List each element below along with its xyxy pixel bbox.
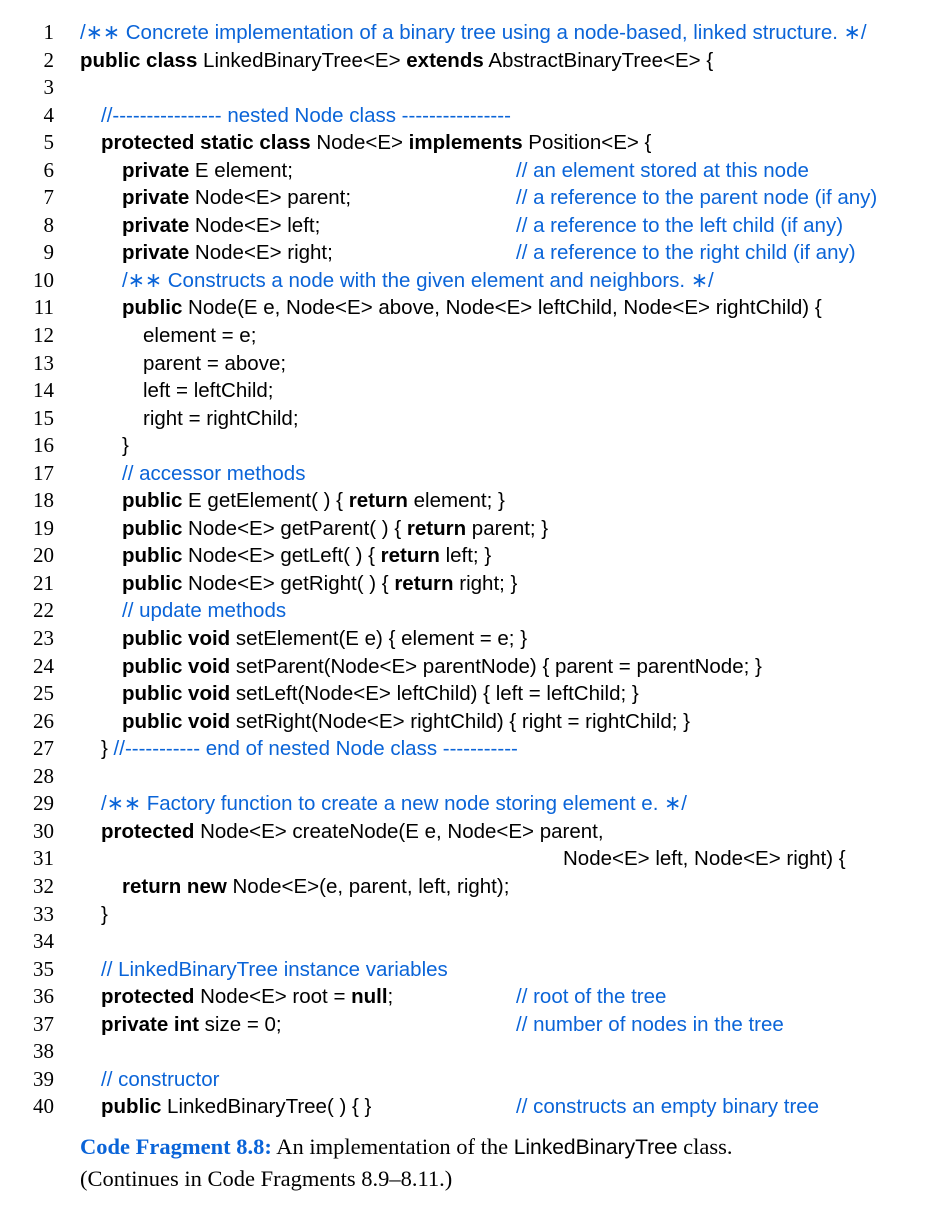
code-line: [0, 956, 937, 984]
code-line: [0, 1038, 937, 1066]
code-text: /∗∗ Constructs a node with the given element and neighbors. ∗/: [122, 268, 714, 292]
line-number: 7: [43, 185, 54, 210]
code-line: [0, 1093, 937, 1121]
code-line: [0, 432, 937, 460]
caption-text-before: An implementation of the: [276, 1134, 514, 1159]
code-text: return new Node<E>(e, parent, left, right);: [122, 874, 510, 898]
code-line: [0, 542, 937, 570]
line-number: 2: [43, 47, 54, 72]
line-number: 20: [33, 543, 54, 568]
code-line: [0, 184, 937, 212]
inline-comment: // number of nodes in the tree: [516, 1012, 784, 1036]
line-number: 32: [33, 873, 54, 898]
code-text: public class LinkedBinaryTree<E> extends AbstractBinaryTree<E> {: [80, 48, 714, 72]
line-number: 30: [33, 818, 54, 843]
code-text: public Node<E> getRight( ) { return right; }: [122, 571, 518, 595]
code-text: element = e;: [143, 324, 257, 348]
line-number: 34: [33, 929, 54, 954]
code-line: [0, 294, 937, 322]
code-line: [0, 625, 937, 653]
code-listing: [0, 19, 937, 1121]
code-line: [0, 708, 937, 736]
code-line: [0, 763, 937, 791]
inline-comment: // root of the tree: [516, 985, 667, 1009]
line-number: 33: [33, 901, 54, 926]
line-number: 19: [33, 515, 54, 540]
line-number: 26: [33, 708, 54, 733]
code-line: [0, 818, 937, 846]
line-number: 23: [33, 626, 54, 651]
code-line: [0, 405, 937, 433]
code-text: // update methods: [122, 599, 287, 623]
line-number: 38: [33, 1039, 54, 1064]
code-text: }: [122, 434, 129, 458]
code-line: [0, 928, 937, 956]
line-number: 6: [43, 157, 54, 182]
inline-comment: // constructs an empty binary tree: [516, 1095, 820, 1119]
code-text: } //----------- end of nested Node class -----------: [101, 737, 518, 761]
code-line: [0, 487, 937, 515]
code-line: [0, 790, 937, 818]
code-line: [0, 267, 937, 295]
code-text: private Node<E> left;: [122, 213, 321, 237]
inline-comment: // a reference to the left child (if any): [516, 213, 844, 237]
code-line: [0, 845, 937, 873]
code-line: [0, 102, 937, 130]
code-line: [0, 735, 937, 763]
code-line: [0, 873, 937, 901]
line-number: 24: [33, 653, 54, 678]
code-line: [0, 597, 937, 625]
line-number: 10: [33, 267, 54, 292]
line-number: 3: [43, 75, 54, 100]
line-number: 27: [33, 736, 54, 761]
code-line: [0, 377, 937, 405]
code-text: protected Node<E> createNode(E e, Node<E> parent,: [101, 819, 604, 843]
line-number: 1: [43, 20, 54, 44]
line-number: 16: [33, 433, 54, 458]
caption-line-1: [80, 1131, 920, 1163]
code-line: [0, 653, 937, 681]
code-text: /∗∗ Concrete implementation of a binary tree using a node-based, linked structure. ∗/: [80, 21, 867, 44]
line-number: 8: [43, 212, 54, 237]
line-number: 15: [33, 405, 54, 430]
code-text: Node<E> left, Node<E> right) {: [563, 847, 846, 871]
line-number: 4: [43, 102, 54, 127]
caption-label: Code Fragment 8.8:: [80, 1134, 272, 1159]
line-number: 17: [33, 460, 54, 485]
code-line: [0, 515, 937, 543]
code-line: [0, 129, 937, 157]
caption-text-after: class.: [677, 1134, 733, 1159]
code-line: [0, 212, 937, 240]
code-text: }: [101, 902, 108, 926]
code-text: private Node<E> parent;: [122, 186, 352, 210]
line-number: 5: [43, 130, 54, 155]
inline-comment: // an element stored at this node: [516, 158, 809, 182]
code-text: parent = above;: [143, 351, 287, 375]
code-text: public Node<E> getParent( ) { return parent; }: [122, 516, 549, 540]
line-number: 40: [33, 1094, 54, 1119]
caption-line-2: (Continues in Code Fragments 8.9–8.11.): [80, 1166, 453, 1191]
code-text: protected Node<E> root = null;: [101, 985, 394, 1009]
code-line: [0, 983, 937, 1011]
code-line: [0, 350, 937, 378]
inline-comment: // a reference to the parent node (if any): [516, 186, 878, 210]
code-text: // LinkedBinaryTree instance variables: [101, 957, 448, 981]
code-line: [0, 47, 937, 75]
code-line: [0, 19, 937, 47]
line-number: 12: [33, 323, 54, 348]
code-line: [0, 680, 937, 708]
code-text: protected static class Node<E> implements Position<E> {: [101, 131, 652, 155]
code-text: public E getElement( ) { return element; }: [122, 489, 505, 513]
inline-comment: // a reference to the right child (if any): [516, 241, 856, 265]
line-number: 36: [33, 984, 54, 1009]
code-text: public void setRight(Node<E> rightChild) { right = rightChild; }: [122, 709, 690, 733]
line-number: 29: [33, 791, 54, 816]
line-number: 9: [43, 240, 54, 265]
code-line: [0, 157, 937, 185]
code-text: public void setElement(E e) { element = e; }: [122, 627, 528, 651]
line-number: 25: [33, 681, 54, 706]
line-number: 22: [33, 598, 54, 623]
line-number: 28: [33, 763, 54, 788]
code-line: [0, 239, 937, 267]
line-number: 11: [33, 295, 54, 320]
code-text: /∗∗ Factory function to create a new node storing element e. ∗/: [101, 792, 687, 816]
code-text: left = leftChild;: [143, 379, 274, 403]
code-text: //---------------- nested Node class ----------------: [101, 103, 511, 127]
code-text: public void setLeft(Node<E> leftChild) { left = leftChild; }: [122, 682, 639, 706]
code-text: right = rightChild;: [143, 406, 299, 430]
code-text: // constructor: [101, 1067, 220, 1091]
caption-class-name: LinkedBinaryTree: [513, 1136, 678, 1159]
line-number: 13: [33, 350, 54, 375]
line-number: 14: [33, 378, 54, 403]
code-text: // accessor methods: [122, 461, 306, 485]
code-line: [0, 74, 937, 102]
code-line: [0, 1066, 937, 1094]
code-text: private int size = 0;: [101, 1012, 282, 1036]
code-line: [0, 322, 937, 350]
code-text: public Node(E e, Node<E> above, Node<E> leftChild, Node<E> rightChild) {: [122, 296, 822, 320]
code-text: public LinkedBinaryTree( ) { }: [101, 1095, 372, 1119]
line-number: 39: [33, 1066, 54, 1091]
code-line: [0, 460, 937, 488]
code-text: private E element;: [122, 158, 293, 182]
code-text: public void setParent(Node<E> parentNode) { parent = parentNode; }: [122, 654, 762, 678]
line-number: 37: [33, 1011, 54, 1036]
code-text: private Node<E> right;: [122, 241, 333, 265]
code-line: [0, 901, 937, 929]
line-number: 18: [33, 488, 54, 513]
code-caption: [80, 1131, 920, 1194]
line-number: 35: [33, 956, 54, 981]
code-line: [0, 1011, 937, 1039]
code-line: [0, 570, 937, 598]
code-text: public Node<E> getLeft( ) { return left; }: [122, 544, 492, 568]
line-number: 21: [33, 570, 54, 595]
line-number: 31: [33, 846, 54, 871]
